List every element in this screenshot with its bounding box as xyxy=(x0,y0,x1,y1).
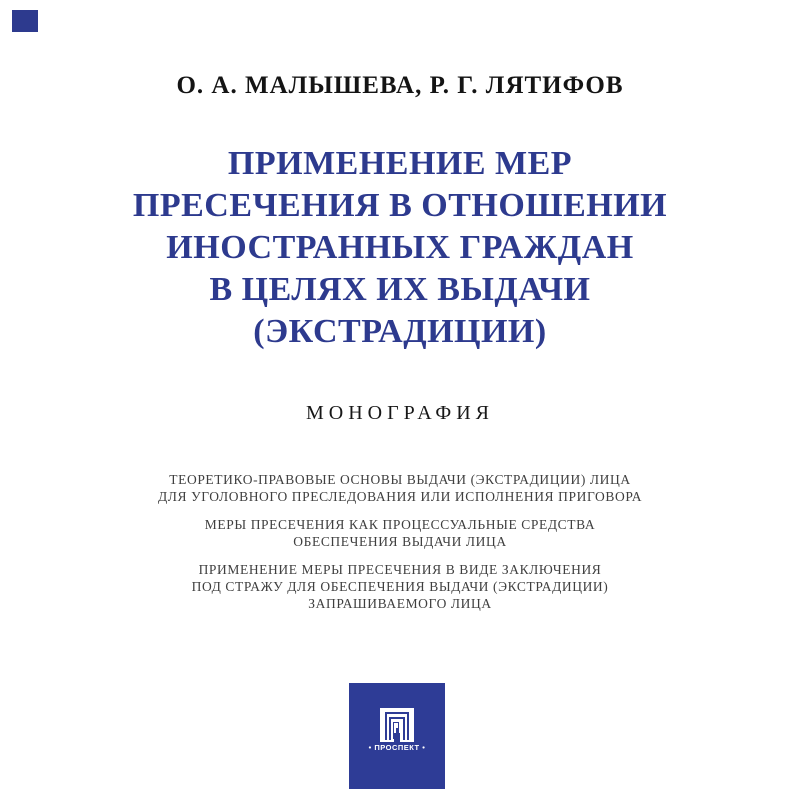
title-line: ПРЕСЕЧЕНИЯ В ОТНОШЕНИИ xyxy=(132,187,668,224)
title-line: ИНОСТРАННЫХ ГРАЖДАН xyxy=(166,229,634,266)
title-line: ПРИМЕНЕНИЕ МЕР xyxy=(227,145,573,182)
series-corner-square xyxy=(12,10,38,32)
topic-line: МЕРЫ ПРЕСЕЧЕНИЯ КАК ПРОЦЕССУАЛЬНЫЕ СРЕДСТВА xyxy=(204,517,596,532)
title-line: (ЭКСТРАДИЦИИ) xyxy=(253,313,547,350)
topic-line: ДЛЯ УГОЛОВНОГО ПРЕСЛЕДОВАНИЯ ИЛИ ИСПОЛНЕНИЯ ПРИГОВОРА xyxy=(157,489,643,504)
topic-item xyxy=(140,516,660,550)
topic-line: ОБЕСПЕЧЕНИЯ ВЫДАЧИ ЛИЦА xyxy=(293,534,507,549)
topic-item xyxy=(140,561,660,612)
topic-line: ПОД СТРАЖУ ДЛЯ ОБЕСПЕЧЕНИЯ ВЫДАЧИ (ЭКСТРАДИЦИИ) xyxy=(191,579,609,594)
arch-doorway-icon xyxy=(380,708,414,742)
subtitle-monografiya: МОНОГРАФИЯ xyxy=(305,402,494,424)
topics-list xyxy=(140,471,660,612)
book-title xyxy=(0,143,800,353)
title-line: В ЦЕЛЯХ ИХ ВЫДАЧИ xyxy=(209,271,591,308)
topic-item xyxy=(140,471,660,505)
topic-line: ПРИМЕНЕНИЕ МЕРЫ ПРЕСЕЧЕНИЯ В ВИДЕ ЗАКЛЮЧЕНИЯ xyxy=(198,562,602,577)
prospekt-publisher-logo xyxy=(349,683,445,789)
topic-line: ТЕОРЕТИКО-ПРАВОВЫЕ ОСНОВЫ ВЫДАЧИ (ЭКСТРАДИЦИИ) ЛИЦА xyxy=(169,472,631,487)
topic-line: ЗАПРАШИВАЕМОГО ЛИЦА xyxy=(308,596,492,611)
publisher-name-label: • ПРОСПЕКТ • xyxy=(368,743,426,752)
authors-line: О. А. МАЛЫШЕВА, Р. Г. ЛЯТИФОВ xyxy=(176,72,624,99)
